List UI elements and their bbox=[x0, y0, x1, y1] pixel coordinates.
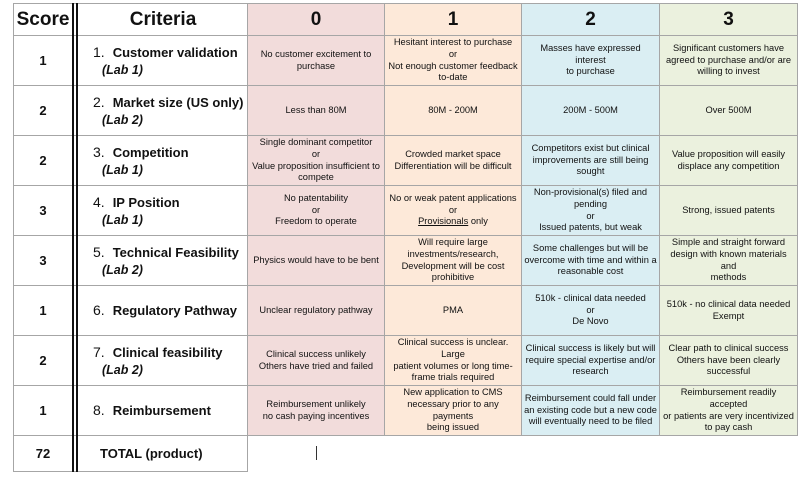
criteria-lab: (Lab 1) bbox=[102, 163, 143, 177]
level-1-cell: PMA bbox=[385, 286, 521, 335]
level-3-cell: Reimbursement readily accepted or patients are very incentivized to pay cash bbox=[660, 386, 797, 435]
score-cell: 3 bbox=[39, 253, 47, 268]
criteria-title: Regulatory Pathway bbox=[112, 302, 237, 318]
header-level-2: 2 bbox=[522, 4, 659, 35]
level-3-cell: 510k - no clinical data needed Exempt bbox=[660, 286, 797, 335]
criteria-cell bbox=[79, 136, 247, 185]
level-0-cell: No customer excitement to purchase bbox=[248, 36, 384, 85]
level-2-cell: Clinical success is likely but will require special expertise and/or research bbox=[522, 336, 659, 385]
criteria-lab: (Lab 1) bbox=[102, 213, 143, 227]
score-cell: 3 bbox=[39, 203, 47, 218]
total-score: 72 bbox=[35, 446, 51, 461]
criteria-number: 1. bbox=[93, 44, 105, 60]
level-1-cell bbox=[385, 186, 521, 235]
grid-line bbox=[797, 3, 798, 436]
score-cell: 2 bbox=[39, 103, 47, 118]
criteria-title: Reimbursement bbox=[112, 402, 211, 418]
level-2-cell: Competitors exist but clinical improvements are still being sought bbox=[522, 136, 659, 185]
level-2-cell: Non-provisional(s) filed and pending or Issued patents, but weak bbox=[522, 186, 659, 235]
level-1-cell: Crowded market space Differentiation will be difficult bbox=[385, 136, 521, 185]
grid-line bbox=[14, 285, 797, 286]
level-3-cell: Strong, issued patents bbox=[660, 186, 797, 235]
criteria-number: 8. bbox=[93, 401, 105, 418]
grid-line bbox=[14, 435, 797, 436]
level-2-cell: Masses have expressed interest to purchase bbox=[522, 36, 659, 85]
total-label: TOTAL (product) bbox=[100, 446, 203, 461]
provisionals-link: Provisionals bbox=[418, 216, 469, 227]
grid-line bbox=[13, 3, 14, 472]
grid-line bbox=[384, 3, 385, 436]
level-2-cell: Reimbursement could fall under an existing code but a new code will eventually need to be filed bbox=[522, 386, 659, 435]
header-level-0: 0 bbox=[248, 4, 384, 35]
grid-line bbox=[521, 3, 522, 436]
criteria-title: Customer validation bbox=[112, 45, 238, 60]
level-0-cell: No patentability or Freedom to operate bbox=[248, 186, 384, 235]
criteria-number: 7. bbox=[93, 344, 105, 360]
level-2-cell: 200M - 500M bbox=[522, 86, 659, 135]
criteria-number: 5. bbox=[93, 244, 105, 260]
criteria-lab: (Lab 2) bbox=[102, 113, 143, 127]
criteria-lab: (Lab 2) bbox=[102, 363, 143, 377]
level-1-text: No or weak patent applications or bbox=[389, 193, 517, 215]
level-0-cell: Clinical success unlikely Others have tried and failed bbox=[248, 336, 384, 385]
level-3-cell: Clear path to clinical success Others have been clearly successful bbox=[660, 336, 797, 385]
criteria-cell bbox=[79, 186, 247, 235]
level-1-text-extra bbox=[418, 216, 488, 228]
score-cell: 2 bbox=[39, 153, 47, 168]
grid-line bbox=[247, 3, 248, 472]
header-level-3: 3 bbox=[660, 4, 797, 35]
score-divider-thick bbox=[76, 3, 78, 472]
criteria-cell bbox=[79, 86, 247, 135]
header-criteria: Criteria bbox=[129, 8, 197, 30]
level-0-cell: Unclear regulatory pathway bbox=[248, 286, 384, 335]
only-text: only bbox=[468, 216, 488, 227]
level-2-cell: 510k - clinical data needed or De Novo bbox=[522, 286, 659, 335]
criteria-cell bbox=[79, 236, 247, 285]
grid-line bbox=[14, 35, 797, 36]
score-cell: 1 bbox=[39, 303, 47, 318]
level-3-cell: Over 500M bbox=[660, 86, 797, 135]
score-divider-thick bbox=[72, 3, 74, 472]
text-cursor bbox=[316, 446, 317, 460]
grid-line bbox=[14, 471, 248, 472]
level-1-cell: New application to CMS necessary prior to any payments being issued bbox=[385, 386, 521, 435]
criteria-number: 3. bbox=[93, 144, 105, 160]
grid-line bbox=[14, 3, 797, 4]
level-1-cell: 80M - 200M bbox=[385, 86, 521, 135]
level-0-cell: Single dominant competitor or Value proposition insufficient to compete bbox=[248, 136, 384, 185]
level-0-cell: Less than 80M bbox=[248, 86, 384, 135]
score-cell: 1 bbox=[39, 53, 47, 68]
level-0-cell: Physics would have to be bent bbox=[248, 236, 384, 285]
score-cell: 2 bbox=[39, 353, 47, 368]
criteria-cell bbox=[79, 36, 247, 85]
criteria-cell bbox=[79, 336, 247, 385]
grid-line bbox=[14, 335, 797, 336]
grid-line bbox=[14, 85, 797, 86]
grid-line bbox=[659, 3, 660, 436]
level-1-cell: Will require large investments/research, Development will be cost prohibitive bbox=[385, 236, 521, 285]
header-score: Score bbox=[16, 8, 70, 30]
level-2-cell: Some challenges but will be overcome with time and within a reasonable cost bbox=[522, 236, 659, 285]
criteria-lab: (Lab 1) bbox=[102, 63, 143, 77]
grid-line bbox=[14, 135, 797, 136]
level-1-cell: Clinical success is unclear. Large patient volumes or long time- frame trials required bbox=[385, 336, 521, 385]
criteria-title: Clinical feasibility bbox=[112, 345, 223, 360]
criteria-title: Technical Feasibility bbox=[112, 245, 239, 260]
criteria-number: 4. bbox=[93, 194, 105, 210]
criteria-title: Market size (US only) bbox=[112, 95, 244, 110]
criteria-number: 2. bbox=[93, 94, 105, 110]
grid-line bbox=[14, 185, 797, 186]
score-cell: 1 bbox=[39, 403, 47, 418]
criteria-number: 6. bbox=[93, 301, 105, 318]
grid-line bbox=[14, 235, 797, 236]
level-3-cell: Simple and straight forward design with known materials and methods bbox=[660, 236, 797, 285]
criteria-lab: (Lab 2) bbox=[102, 263, 143, 277]
criteria-cell bbox=[79, 286, 247, 335]
criteria-title: Competition bbox=[112, 145, 189, 160]
header-level-1: 1 bbox=[385, 4, 521, 35]
level-0-cell: Reimbursement unlikely no cash paying incentives bbox=[248, 386, 384, 435]
criteria-title: IP Position bbox=[112, 195, 180, 210]
criteria-cell bbox=[79, 386, 247, 435]
level-3-cell: Significant customers have agreed to purchase and/or are willing to invest bbox=[660, 36, 797, 85]
level-3-cell: Value proposition will easily displace any competition bbox=[660, 136, 797, 185]
total-label-cell bbox=[79, 436, 247, 471]
grid-line bbox=[14, 385, 797, 386]
level-1-cell: Hesitant interest to purchase or Not enough customer feedback to-date bbox=[385, 36, 521, 85]
